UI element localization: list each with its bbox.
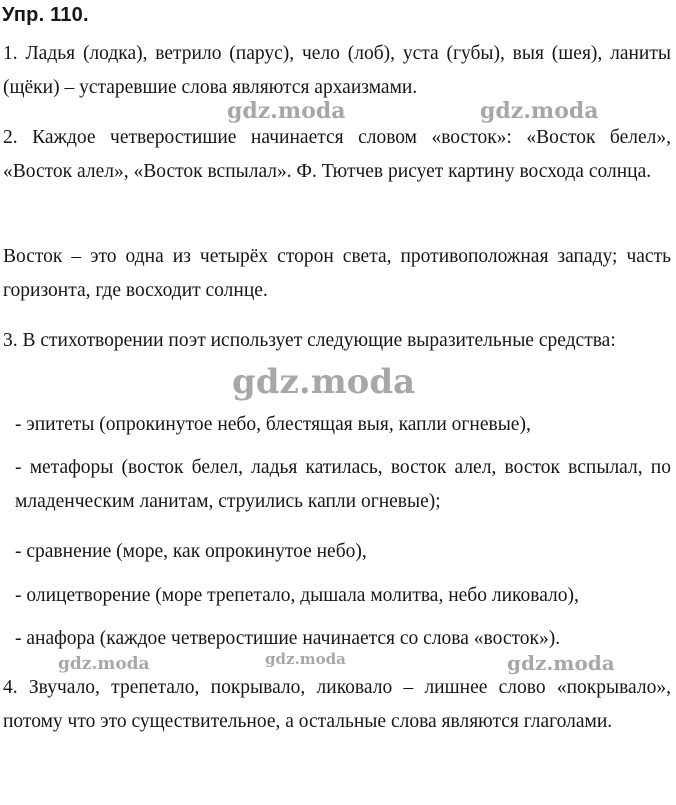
answer-3-intro: 3. В стихотворении поэт использует следующие выразительные средства: (3, 330, 616, 351)
list-item-comparison: - сравнение (море, как опрокинутое небо), (15, 541, 367, 562)
watermark: gdz.moda (507, 651, 615, 675)
exercise-title: Упр. 110. (2, 4, 89, 26)
list-item-metaphors: - метафоры (восток белел, ладья катилась, восток алел, восток вспылал, по младенческим ланитам, струились капли огневые); (15, 457, 671, 512)
answer-4: 4. Звучало, трепетало, покрывало, ликовало – лишнее слово «покрывало», потому что это существительное, а остальные слова являются глаголами. (3, 677, 671, 732)
answer-1: 1. Ладья (лодка), ветрило (парус), чело (лоб), уста (губы), выя (шея), ланиты (щёки) – устаревшие слова являются архаизмами. (3, 43, 671, 98)
watermark: gdz.moda (480, 98, 599, 124)
list-item-epithets: - эпитеты (опрокинутое небо, блестящая выя, капли огневые), (15, 414, 531, 435)
watermark: gdz.moda (227, 98, 346, 124)
answer-2: 2. Каждое четверостишие начинается словом «восток»: «Восток белел», «Восток алел», «Восток вспылал». Ф. Тютчев рисует картину восхода солнца. (3, 127, 671, 182)
list-item-personification: - олицетворение (море трепетало, дышала молитва, небо ликовало), (15, 585, 579, 606)
watermark: gdz.moda (265, 650, 346, 668)
definition-paragraph: Восток – это одна из четырёх сторон света, противоположная западу; часть горизонта, где восходит солнце. (3, 246, 671, 301)
list-item-anaphora: - анафора (каждое четверостишие начинается со слова «восток»). (15, 628, 561, 649)
watermark: gdz.moda (58, 654, 150, 674)
watermark: gdz.moda (232, 362, 416, 402)
